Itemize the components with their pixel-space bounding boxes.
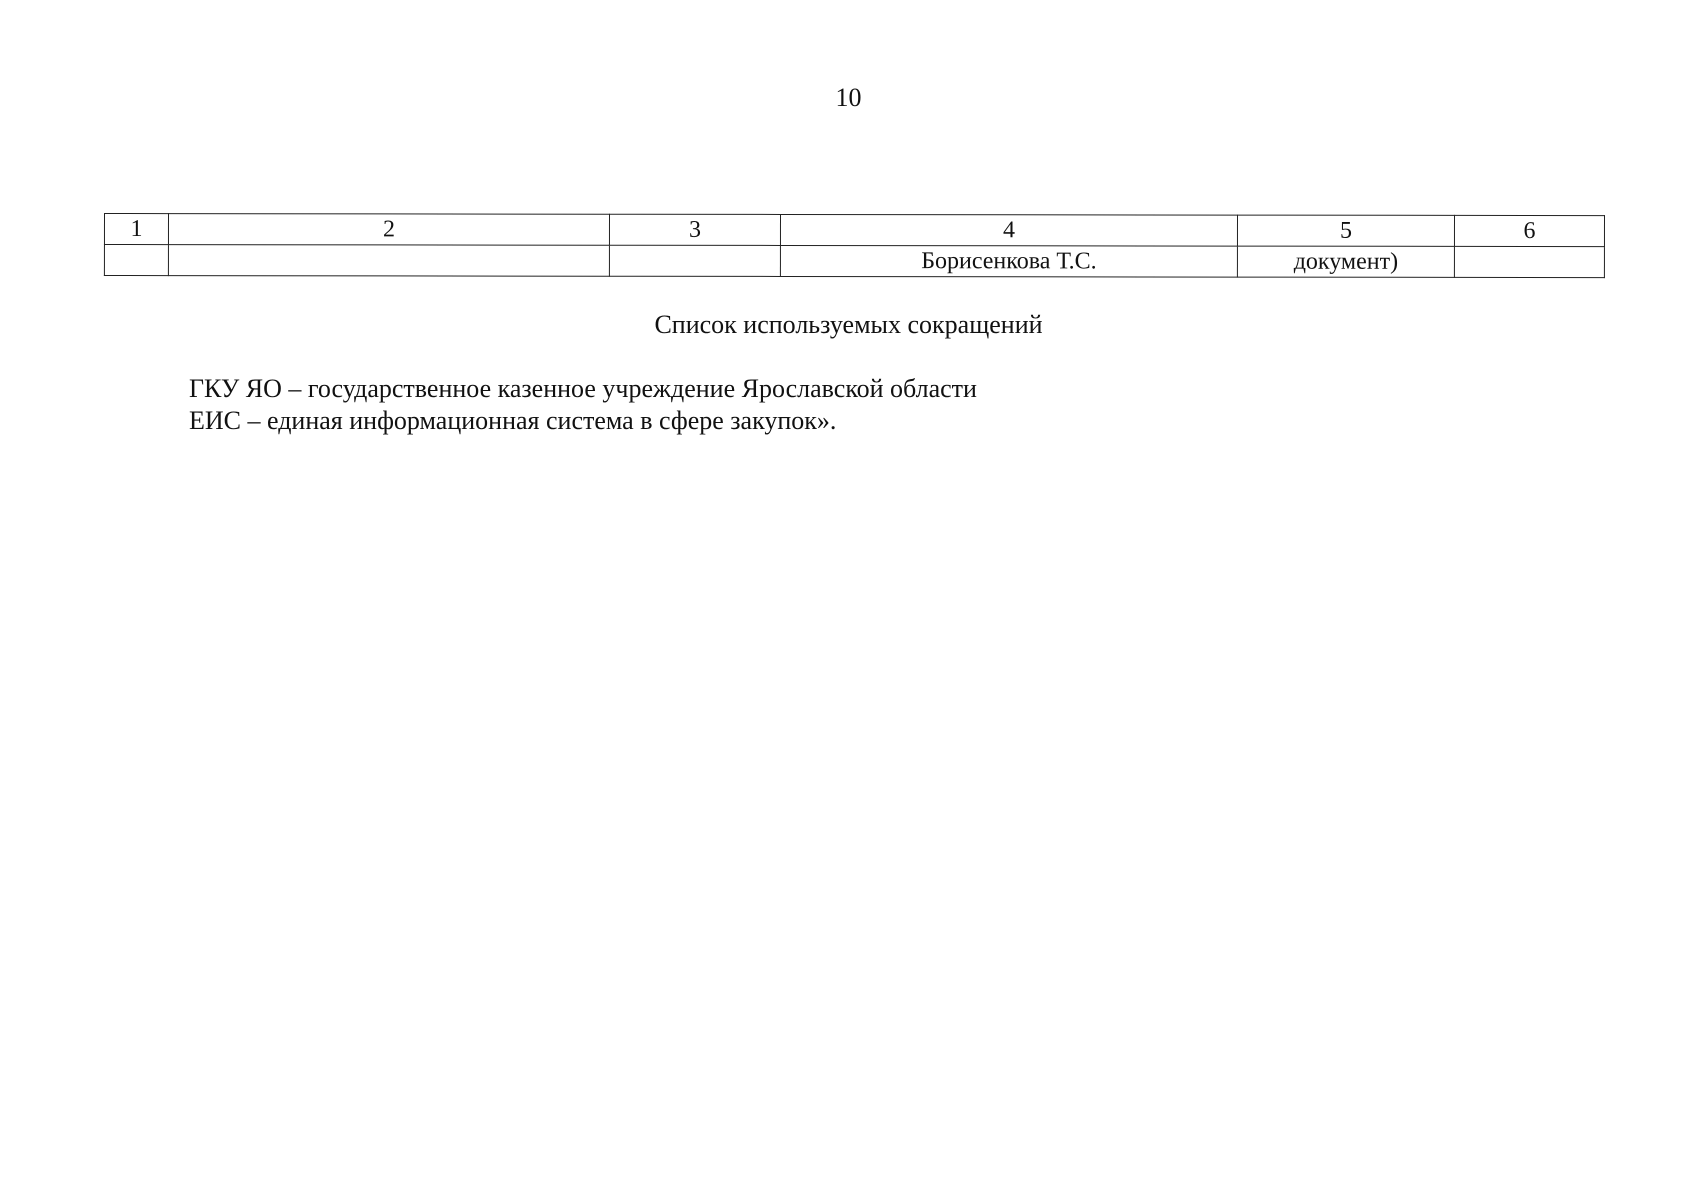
table-cell xyxy=(1454,246,1604,277)
table-cell xyxy=(168,245,609,277)
page-number: 10 xyxy=(835,83,862,112)
abbreviations-list xyxy=(189,373,977,437)
table-header-cell: 1 xyxy=(104,214,168,245)
continuation-table xyxy=(104,213,1605,278)
table-cell xyxy=(104,245,168,276)
table-header-cell: 2 xyxy=(168,214,609,246)
table-row xyxy=(104,245,1604,278)
table-header-cell: 4 xyxy=(780,214,1237,246)
table-header-cell: 5 xyxy=(1237,215,1454,246)
abbreviations-title: Список используемых сокращений xyxy=(654,310,1043,339)
abbreviation-item: ЕИС – единая информационная система в сфере закупок». xyxy=(189,406,837,435)
table-cell xyxy=(609,245,780,276)
table-header-cell: 6 xyxy=(1454,215,1604,246)
table-header-row xyxy=(104,214,1604,247)
table-cell-responsible: Борисенкова Т.С. xyxy=(780,245,1237,277)
table-header-cell: 3 xyxy=(609,214,780,245)
table-cell-document: документ) xyxy=(1237,246,1454,277)
abbreviation-item: ГКУ ЯО – государственное казенное учреждение Ярославской области xyxy=(189,374,977,403)
